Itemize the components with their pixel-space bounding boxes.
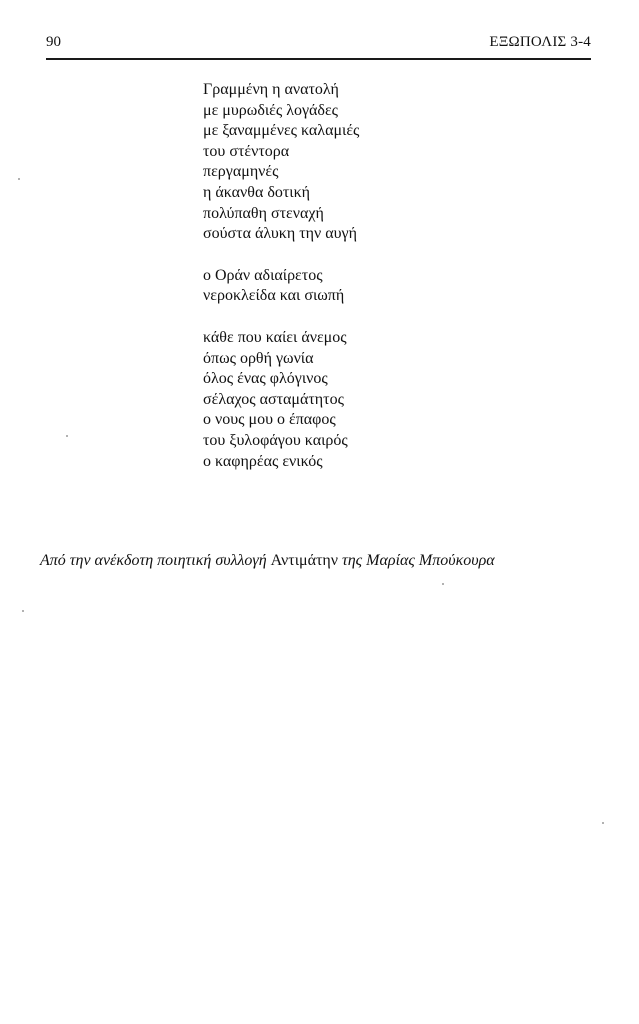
stanza-1 — [203, 80, 533, 245]
paper-speck — [442, 583, 444, 585]
poem-line: η άκανθα δοτική — [203, 183, 311, 201]
poem-line: πολύπαθη στεναχή — [203, 204, 324, 222]
poem-line: σέλαχος ασταμάτητος — [203, 390, 344, 408]
poem-line: περγαμηνές — [203, 163, 279, 181]
poem-line: σούστα άλυκη την αυγή — [203, 225, 357, 243]
poem-line: του ξυλοφάγου καιρός — [203, 431, 348, 449]
paper-speck — [18, 178, 20, 180]
paper-speck — [22, 610, 24, 612]
poem-line: ο καφηρέας ενικός — [203, 452, 323, 470]
stanza-2 — [203, 266, 533, 307]
poem-line: ο νους μου ο έπαφος — [203, 411, 336, 429]
poem-line: όλος ένας φλόγινος — [203, 370, 328, 388]
poem-line: ο Οράν αδιαίρετος — [203, 266, 323, 284]
header-rule — [46, 58, 591, 60]
page-header — [46, 34, 591, 54]
attribution-prefix: Από την ανέκδοτη ποιητική συλλογή — [40, 552, 271, 569]
stanza-3 — [203, 328, 533, 472]
attribution-suffix: της Μαρίας Μπούκουρα — [338, 552, 495, 569]
poem-line: του στέντορα — [203, 142, 290, 160]
poem-line: με μυρωδιές λογάδες — [203, 101, 339, 119]
poem-line: κάθε που καίει άνεμος — [203, 328, 347, 346]
attribution — [40, 552, 600, 570]
poem-line: νεροκλείδα και σιωπή — [203, 287, 345, 305]
poem — [203, 80, 533, 493]
paper-speck — [66, 435, 68, 437]
poem-line: με ξαναμμένες καλαμιές — [203, 122, 360, 140]
poem-line: όπως ορθή γωνία — [203, 349, 314, 367]
collection-title: Αντιμάτην — [270, 552, 338, 569]
paper-speck — [602, 822, 604, 824]
poem-line: Γραμμένη η ανατολή — [203, 81, 339, 98]
page-number: 90 — [46, 34, 61, 50]
journal-title: ΕΞΩΠΟΛΙΣ 3-4 — [489, 34, 591, 50]
